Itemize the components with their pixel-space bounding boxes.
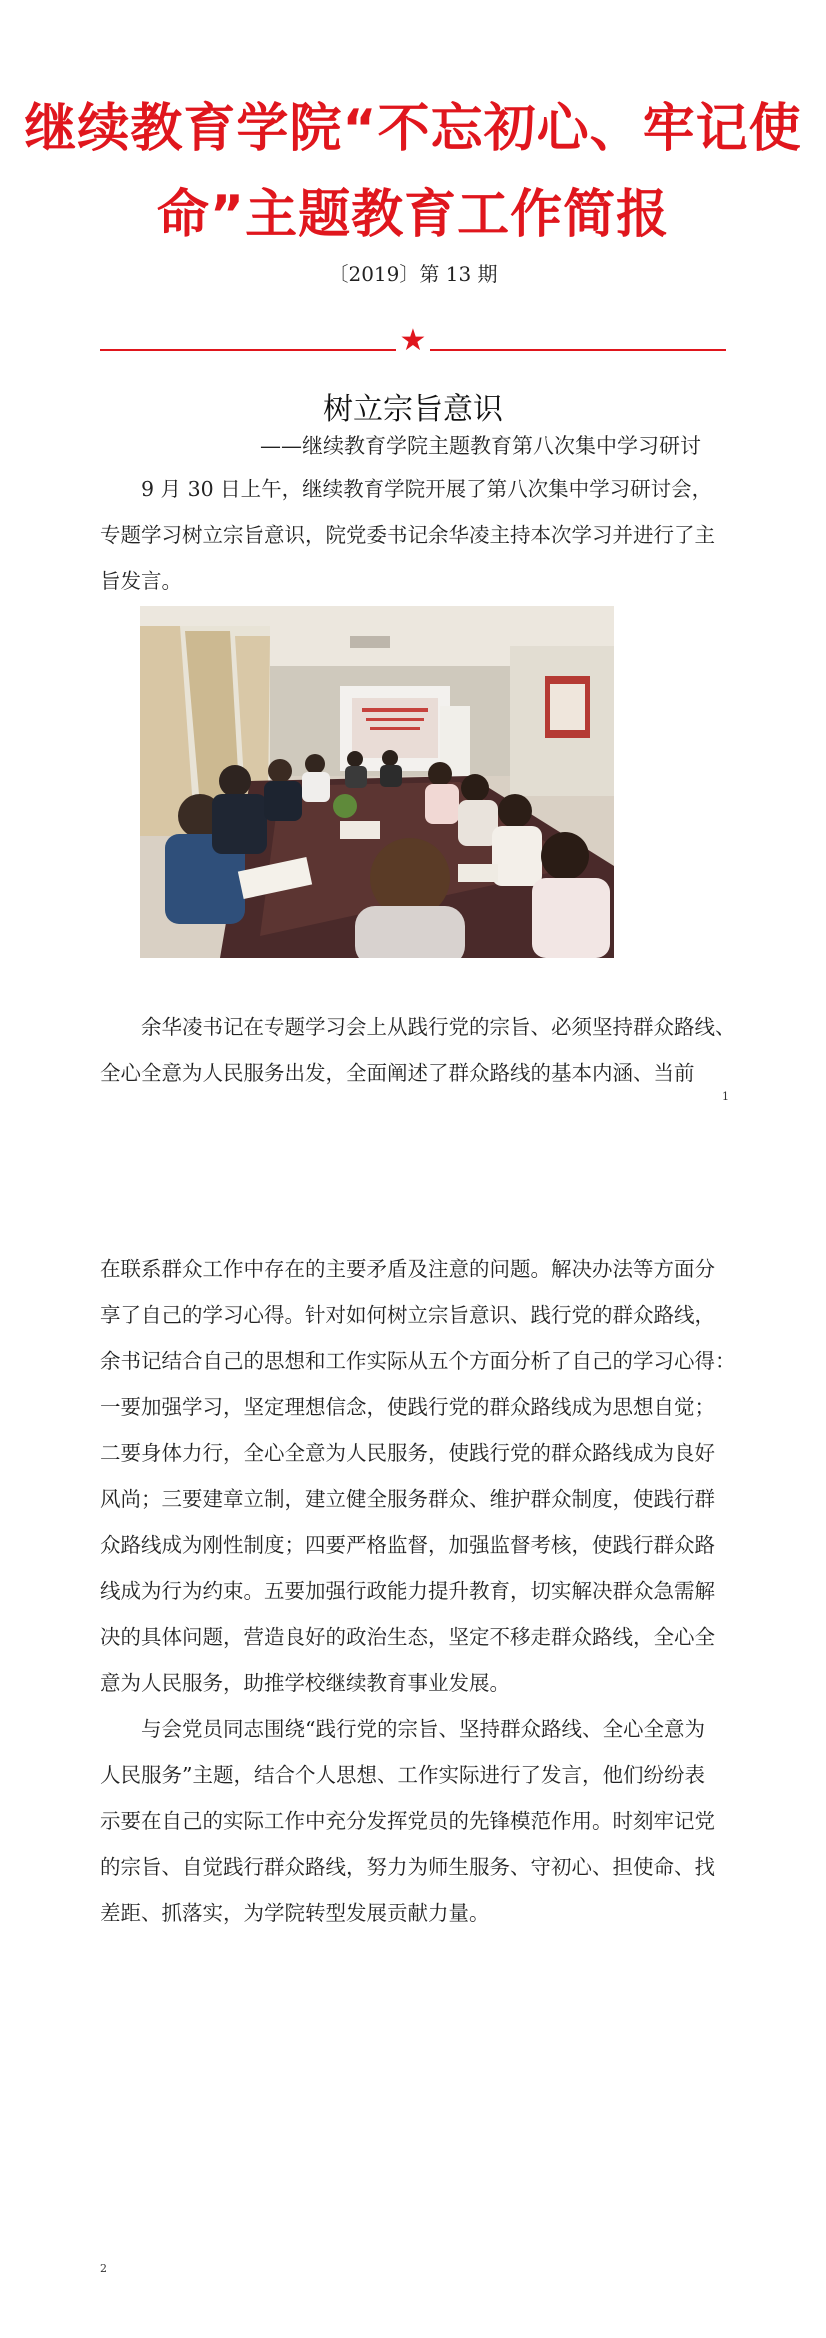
- article-title: 树立宗旨意识: [323, 392, 503, 427]
- issue-number: 〔2019〕第 13 期: [328, 262, 498, 286]
- text-line: 余华凌书记在专题学习会上从践行党的宗旨、必须坚持群众路线、: [141, 1015, 736, 1039]
- text-line: 专题学习树立宗旨意识，院党委书记余华凌主持本次学习并进行了主: [100, 523, 715, 547]
- text-line: 人民服务”主题，结合个人思想、工作实际进行了发言，他们纷纷表: [100, 1763, 705, 1787]
- text-line: 享了自己的学习心得。针对如何树立宗旨意识、践行党的群众路线，: [100, 1303, 715, 1327]
- text-line: 意为人民服务，助推学校继续教育事业发展。: [100, 1671, 510, 1695]
- meeting-photo: [140, 606, 614, 958]
- text-line: 二要身体力行，全心全意为人民服务，使践行党的群众路线成为良好: [100, 1441, 715, 1465]
- text-line: 风尚；三要建章立制，建立健全服务群众、维护群众制度，使践行群: [100, 1487, 715, 1511]
- article-subtitle: ——继续教育学院主题教育第八次集中学习研讨: [260, 434, 701, 458]
- text-line: 示要在自己的实际工作中充分发挥党员的先锋模范作用。时刻牢记党: [100, 1809, 715, 1833]
- body-paragraph-continued: [100, 1246, 736, 1706]
- text-line: 9 月 30 日上午，继续教育学院开展了第八次集中学习研讨会，: [141, 477, 713, 501]
- text-line: 与会党员同志围绕“践行党的宗旨、坚持群众路线、全心全意为: [141, 1717, 705, 1741]
- text-line: 一要加强学习，坚定理想信念，使践行党的群众路线成为思想自觉；: [100, 1395, 715, 1419]
- text-line: 众路线成为刚性制度；四要严格监督，加强监督考核，使践行群众路: [100, 1533, 715, 1557]
- divider-line-right: [430, 349, 726, 351]
- text-line: 的宗旨、自觉践行群众路线，努力为师生服务、守初心、担使命、找: [100, 1855, 715, 1879]
- star-icon: ★: [399, 323, 427, 358]
- text-line: 线成为行为约束。五要加强行政能力提升教育，切实解决群众急需解: [100, 1579, 715, 1603]
- page-number: 1: [722, 1090, 729, 1103]
- bulletin-title-line-2: 命”主题教育工作简报: [156, 185, 670, 245]
- intro-paragraph: [100, 466, 730, 604]
- text-line: 在联系群众工作中存在的主要矛盾及注意的问题。解决办法等方面分: [100, 1257, 715, 1281]
- text-line: 决的具体问题，营造良好的政治生态，坚定不移走群众路线，全心全: [100, 1625, 715, 1649]
- text-line: 差距、抓落实，为学院转型发展贡献力量。: [100, 1901, 490, 1925]
- body-paragraph-start: [100, 1004, 736, 1096]
- closing-paragraph: [100, 1706, 730, 1936]
- text-line: 旨发言。: [100, 569, 182, 593]
- page-number: 2: [100, 2262, 107, 2275]
- text-line: 全心全意为人民服务出发，全面阐述了群众路线的基本内涵、当前: [100, 1061, 695, 1085]
- bulletin-title-line-1: 继续教育学院“不忘初心、牢记使: [24, 99, 802, 159]
- divider-line-left: [100, 349, 396, 351]
- text-line: 余书记结合自己的思想和工作实际从五个方面分析了自己的学习心得：: [100, 1349, 736, 1373]
